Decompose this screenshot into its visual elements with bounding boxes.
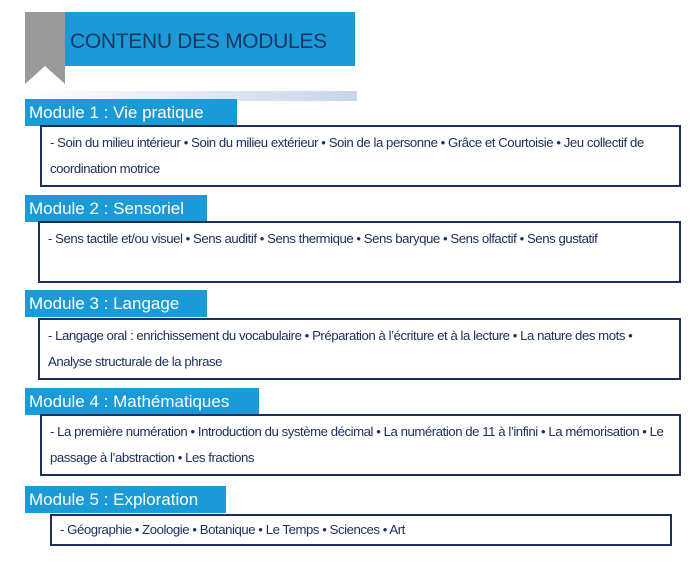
module-4-content: - La première numération • Introduction du système décimal • La numération de 11 à l’infini • La mémorisation • Le passage à l’abstraction • Les fractions	[40, 414, 681, 476]
module-3-content: - Langage oral : enrichissement du vocabulaire • Préparation à l’écriture et à la lecture • La nature des mots • Analyse structurale de la phrase	[38, 318, 681, 380]
module-4-title: Module 4 : Mathématiques	[25, 388, 259, 415]
module-3-title: Module 3 : Langage	[25, 290, 207, 317]
module-5-title: Module 5 : Exploration	[25, 486, 226, 513]
module-1-title: Module 1 : Vie pratique	[25, 99, 237, 126]
bookmark-ribbon-icon	[25, 12, 65, 84]
module-2-title: Module 2 : Sensoriel	[25, 195, 207, 222]
module-5-content: - Géographie • Zoologie • Botanique • Le Temps • Sciences • Art	[50, 514, 672, 546]
section-header	[65, 12, 355, 66]
module-2-content: - Sens tactile et/ou visuel • Sens auditif • Sens thermique • Sens baryque • Sens olfactif • Sens gustatif	[38, 221, 681, 283]
module-1-content: - Soin du milieu intérieur • Soin du milieu extérieur • Soin de la personne • Grâce et Courtoisie • Jeu collectif de coordination motrice	[40, 125, 681, 187]
page-title: CONTENU DES MODULES	[70, 30, 327, 53]
